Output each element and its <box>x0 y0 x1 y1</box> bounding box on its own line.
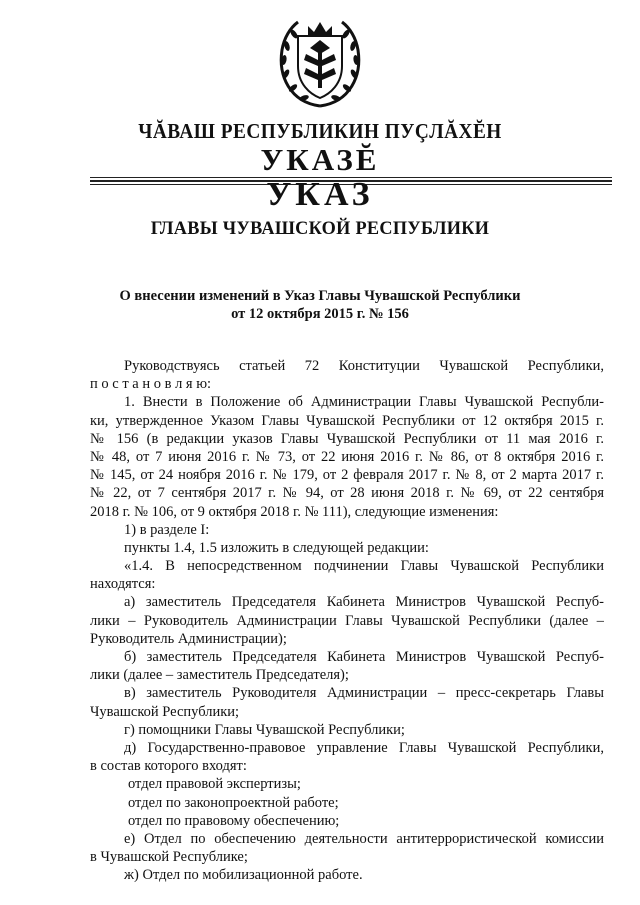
coat-of-arms-icon <box>276 14 364 110</box>
body-line: Руководствуясь статьей 72 Конституции Чувашской Республики, <box>124 358 604 374</box>
body-line: ки, утвержденное Указом Главы Чувашской Республики от 12 октября 2015 г. <box>90 412 604 429</box>
body-line: в) заместитель Руководителя Администрации – пресс-секретарь Главы <box>124 685 604 702</box>
document-title-line-1: О внесении изменений в Указ Главы Чувашской Республики <box>119 288 521 304</box>
document-body <box>90 357 604 884</box>
body-line: е) Отдел по обеспечению деятельности антитеррористической комиссии <box>124 830 604 847</box>
header-chuvash-title: ЧĂВАШ РЕСПУБЛИКИН ПУÇЛĂХĔН <box>138 119 502 143</box>
body-line: Чувашской Республики; <box>90 703 240 720</box>
body-line: лики – Руководитель Администрации Главы Чувашской Республики (далее – <box>90 612 604 629</box>
body-line: б) заместитель Председателя Кабинета Министров Чувашской Респуб- <box>124 649 604 665</box>
body-line: отдел правовой экспертизы; <box>128 776 301 793</box>
body-line: 2018 г. № 106, от 9 октября 2018 г. № 111), следующие изменения: <box>90 503 499 520</box>
body-line: в Чувашской Республике; <box>90 849 248 866</box>
body-line: № 22, от 7 сентября 2017 г. № 94, от 28 июня 2018 г. № 69, от 22 сентября <box>90 485 604 502</box>
body-line: № 48, от 7 июня 2016 г. № 73, от 22 июня 2016 г. № 86, от 8 октября 2016 г. <box>90 448 604 465</box>
document-title-line-2: от 12 октября 2015 г. № 156 <box>231 306 409 322</box>
body-line: г) помощники Главы Чувашской Республики; <box>124 721 405 738</box>
body-line: «1.4. В непосредственном подчинении Главы Чувашской Республики <box>124 558 604 575</box>
header-glava-title: ГЛАВЫ ЧУВАШСКОЙ РЕСПУБЛИКИ <box>150 218 490 239</box>
body-line: Руководитель Администрации); <box>90 630 287 647</box>
body-line: 1. Внести в Положение об Администрации Главы Чувашской Республи- <box>124 394 604 411</box>
header-ukaz: УКАЗ <box>266 176 374 213</box>
body-line: отдел по законопроектной работе; <box>128 794 339 811</box>
body-line: пункты 1.4, 1.5 изложить в следующей редакции: <box>124 539 429 556</box>
body-line: отдел по правовому обеспечению; <box>128 812 340 829</box>
body-line: ж) Отдел по мобилизационной работе. <box>124 867 363 884</box>
header-ukaze: УКАЗĔ <box>260 142 380 177</box>
body-line: а) заместитель Председателя Кабинета Министров Чувашской Респуб- <box>124 594 604 611</box>
body-line: лики (далее – заместитель Председателя); <box>90 667 349 684</box>
body-line: находятся: <box>90 576 156 593</box>
body-line: № 145, от 24 ноября 2016 г. № 179, от 2 февраля 2017 г. № 8, от 2 марта 2017 г. <box>90 467 604 484</box>
body-line: в состав которого входят: <box>90 758 247 775</box>
body-line: № 156 (в редакции указов Главы Чувашской Республики от 11 мая 2016 г. <box>90 430 604 447</box>
body-line: 1) в разделе I: <box>124 521 210 538</box>
body-line: д) Государственно-правовое управление Главы Чувашской Республики, <box>124 739 604 756</box>
body-line: п о с т а н о в л я ю: <box>90 376 212 393</box>
